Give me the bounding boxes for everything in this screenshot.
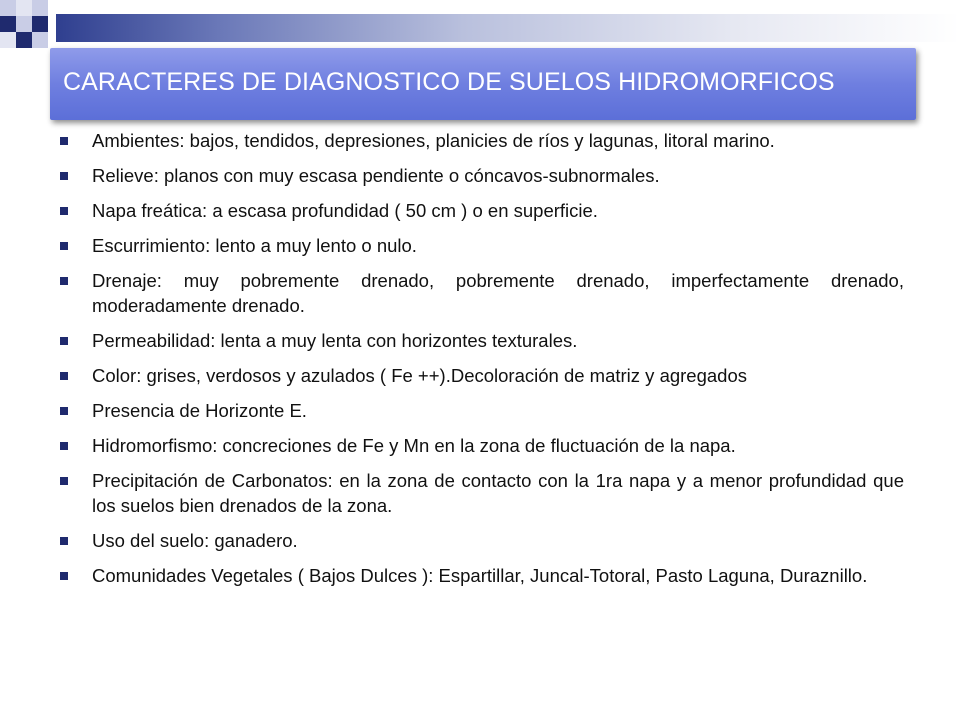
list-item	[60, 433, 904, 458]
list-item	[60, 233, 904, 258]
list-item-text: Ambientes: bajos, tendidos, depresiones, planicies de ríos y lagunas, litoral marino.	[92, 130, 775, 151]
list-item	[60, 563, 904, 588]
list-item	[60, 268, 904, 318]
title-banner	[50, 48, 916, 120]
list-item	[60, 528, 904, 553]
deco-square	[32, 16, 48, 32]
list-item-text: Napa freática: a escasa profundidad ( 50 cm ) o en superficie.	[92, 200, 598, 221]
list-item-text: Color: grises, verdosos y azulados ( Fe ++).Decoloración de matriz y agregados	[92, 365, 747, 386]
list-item-text: Relieve: planos con muy escasa pendiente o cóncavos-subnormales.	[92, 165, 660, 186]
square-bullet-icon	[60, 137, 68, 145]
list-item-text: Uso del suelo: ganadero.	[92, 530, 298, 551]
list-item-text: Presencia de Horizonte E.	[92, 400, 307, 421]
slide-title: CARACTERES DE DIAGNOSTICO DE SUELOS HIDROMORFICOS	[63, 68, 835, 96]
square-bullet-icon	[60, 442, 68, 450]
list-item	[60, 363, 904, 388]
list-item	[60, 198, 904, 223]
list-item	[60, 328, 904, 353]
deco-square	[0, 16, 16, 32]
deco-square	[16, 16, 32, 32]
bullet-list	[60, 128, 904, 598]
square-bullet-icon	[60, 172, 68, 180]
list-item-text: Drenaje: muy pobremente drenado, pobremente drenado, imperfectamente drenado, moderadamente drenado.	[92, 270, 904, 316]
list-item-text: Hidromorfismo: concreciones de Fe y Mn en la zona de fluctuación de la napa.	[92, 435, 736, 456]
list-item	[60, 398, 904, 423]
list-item-text: Comunidades Vegetales ( Bajos Dulces ): Espartillar, Juncal-Totoral, Pasto Laguna, Duraznillo.	[92, 565, 868, 586]
square-bullet-icon	[60, 242, 68, 250]
list-item-text: Precipitación de Carbonatos: en la zona de contacto con la 1ra napa y a menor profundidad que los suelos bien drenados de la zona.	[92, 470, 904, 516]
deco-square	[16, 0, 32, 16]
list-item-text: Permeabilidad: lenta a muy lenta con horizontes texturales.	[92, 330, 578, 351]
square-bullet-icon	[60, 337, 68, 345]
deco-square	[16, 32, 32, 48]
list-item-text: Escurrimiento: lento a muy lento o nulo.	[92, 235, 417, 256]
header-gradient-bar	[56, 14, 960, 42]
deco-square	[32, 0, 48, 16]
square-bullet-icon	[60, 537, 68, 545]
square-bullet-icon	[60, 372, 68, 380]
square-bullet-icon	[60, 207, 68, 215]
deco-square	[32, 32, 48, 48]
square-bullet-icon	[60, 407, 68, 415]
square-bullet-icon	[60, 477, 68, 485]
list-item	[60, 468, 904, 518]
square-bullet-icon	[60, 572, 68, 580]
square-bullet-icon	[60, 277, 68, 285]
list-item	[60, 128, 904, 153]
list-item	[60, 163, 904, 188]
deco-square	[0, 0, 16, 16]
deco-square	[0, 32, 16, 48]
